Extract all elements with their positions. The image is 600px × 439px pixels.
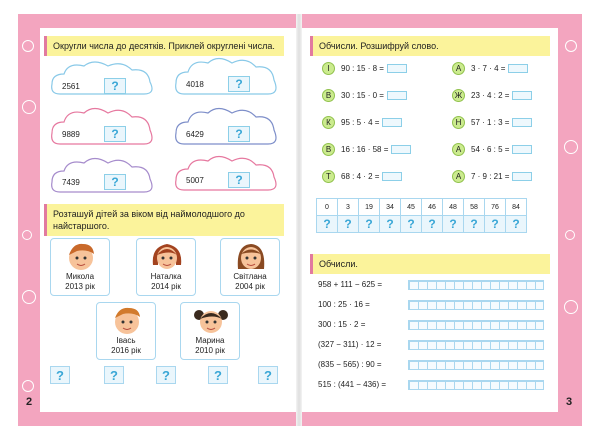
left-bottom-border (18, 412, 299, 426)
letter-badge: К (322, 116, 335, 129)
order-answer-box[interactable]: ? (208, 366, 228, 384)
page-number-right: 3 (566, 396, 573, 408)
child-name: Наталка (150, 272, 182, 281)
decode-number: 3 (338, 199, 359, 216)
number-label: 4018 (186, 80, 204, 89)
order-answer-box[interactable]: ? (104, 366, 124, 384)
answer-grid[interactable] (408, 360, 544, 370)
answer-cell[interactable] (512, 172, 532, 181)
answer-box[interactable]: ? (104, 126, 126, 142)
decode-answer-cell[interactable]: ? (464, 216, 485, 233)
decode-answer-cell[interactable]: ? (485, 216, 506, 233)
compute-expression: (835 − 565) : 90 = (318, 360, 382, 369)
expression-text: 68 : 4 · 2 = (341, 172, 380, 181)
answer-cell[interactable] (512, 145, 532, 154)
number-label: 9889 (62, 130, 80, 139)
letter-badge: Н (452, 116, 465, 129)
answer-cell[interactable] (512, 118, 532, 127)
compute-expression: 100 : 25 · 16 = (318, 300, 370, 309)
number-label: 7439 (62, 178, 80, 187)
letter-badge: В (322, 143, 335, 156)
decor-circle-icon (564, 300, 578, 314)
letter-badge: І (322, 62, 335, 75)
expression-text: 90 : 15 · 8 = (341, 64, 384, 73)
decode-number: 34 (380, 199, 401, 216)
compute-expression: 515 : (441 − 436) = (318, 380, 387, 389)
decor-circle-icon (565, 40, 577, 52)
child-birth-year: 2004 рік (235, 282, 265, 291)
cloud-icon (48, 156, 158, 198)
answer-cell[interactable] (387, 91, 407, 100)
left-top-border (18, 14, 299, 28)
letter-badge: Ж (452, 89, 465, 102)
answer-cell[interactable] (391, 145, 411, 154)
letter-badge: А (452, 62, 465, 75)
answer-box[interactable]: ? (228, 76, 250, 92)
decode-number: 84 (506, 199, 527, 216)
right-page-pink-border (558, 14, 582, 426)
child-birth-year: 2010 рік (195, 346, 225, 355)
girl-face-icon (193, 305, 229, 335)
page-number-left: 2 (26, 396, 33, 408)
order-answer-box[interactable]: ? (258, 366, 278, 384)
task3-title: Обчисли. Розшифруй слово. (310, 36, 550, 56)
child-card[interactable] (50, 238, 110, 296)
number-label: 2561 (62, 82, 80, 91)
girl-face-icon (150, 241, 184, 271)
cloud-icon (172, 106, 282, 150)
decode-number: 58 (464, 199, 485, 216)
letter-badge: А (452, 170, 465, 183)
decor-circle-icon (22, 290, 36, 304)
child-birth-year: 2013 рік (65, 282, 95, 291)
child-card[interactable] (180, 302, 240, 360)
decode-number: 19 (359, 199, 380, 216)
answer-cell[interactable] (508, 64, 528, 73)
answer-box[interactable]: ? (228, 172, 250, 188)
expression-row (452, 170, 532, 184)
task4-title: Обчисли. (310, 254, 550, 274)
answer-box[interactable]: ? (228, 126, 250, 142)
task1-title: Округли числа до десятків. Приклей округлені числа. (44, 36, 284, 56)
letter-badge: Т (322, 170, 335, 183)
child-name: Світлана (233, 272, 267, 281)
answer-box[interactable]: ? (104, 78, 126, 94)
child-card[interactable] (136, 238, 196, 296)
answer-grid[interactable] (408, 320, 544, 330)
expression-text: 30 : 15 · 0 = (341, 91, 384, 100)
decode-number: 0 (317, 199, 338, 216)
cloud-icon (48, 106, 158, 150)
child-name: Івась (116, 336, 136, 345)
decor-circle-icon (22, 40, 34, 52)
boy-face-icon (111, 305, 143, 335)
number-label: 6429 (186, 130, 204, 139)
child-birth-year: 2014 рік (151, 282, 181, 291)
expression-text: 57 · 1 : 3 = (471, 118, 510, 127)
decor-circle-icon (22, 230, 32, 240)
expression-text: 16 : 16 · 58 = (341, 145, 389, 154)
order-answer-box[interactable]: ? (156, 366, 176, 384)
decode-number: 76 (485, 199, 506, 216)
compute-expression: (327 − 311) · 12 = (318, 340, 382, 349)
expression-row (322, 143, 411, 157)
answer-box[interactable]: ? (104, 174, 126, 190)
decode-number: 48 (443, 199, 464, 216)
child-birth-year: 2016 рік (111, 346, 141, 355)
child-card[interactable] (220, 238, 280, 296)
answer-grid[interactable] (408, 300, 544, 310)
answer-cell[interactable] (387, 64, 407, 73)
compute-expression: 300 : 15 · 2 = (318, 320, 366, 329)
expression-row (452, 62, 528, 76)
decor-circle-icon (565, 230, 575, 240)
answer-cell[interactable] (512, 91, 532, 100)
child-name: Микола (65, 272, 95, 281)
order-answer-box[interactable]: ? (50, 366, 70, 384)
task2-title: Розташуй дітей за віком від наймолодшого до найстаршого. (44, 204, 284, 236)
expression-row (452, 89, 532, 103)
book-spine (296, 14, 302, 426)
child-name: Марина (195, 336, 225, 345)
expression-row (322, 89, 407, 103)
girl-face-icon (234, 241, 268, 271)
expression-row (452, 143, 532, 157)
decode-answer-cell[interactable]: ? (380, 216, 401, 233)
cloud-icon (172, 154, 282, 196)
expression-text: 3 · 7 · 4 = (471, 64, 506, 73)
expression-row (322, 62, 407, 76)
expression-row (322, 170, 402, 184)
decode-answer-cell[interactable]: ? (338, 216, 359, 233)
right-bottom-border (299, 412, 582, 426)
answer-grid[interactable] (408, 280, 544, 290)
decode-number: 45 (401, 199, 422, 216)
boy-face-icon (65, 241, 97, 271)
answer-cell[interactable] (382, 172, 402, 181)
decode-answer-cell[interactable]: ? (506, 216, 527, 233)
number-label: 5007 (186, 176, 204, 185)
cloud-icon (172, 56, 282, 100)
decode-number: 46 (422, 199, 443, 216)
decor-circle-icon (564, 140, 578, 154)
expression-row (322, 116, 402, 130)
cloud-icon (48, 60, 158, 100)
letter-badge: В (322, 89, 335, 102)
decor-circle-icon (22, 380, 34, 392)
decode-answer-cell[interactable]: ? (401, 216, 422, 233)
expression-text: 54 · 6 : 5 = (471, 145, 510, 154)
compute-expression: 958 + 111 − 625 = (318, 280, 382, 289)
answer-cell[interactable] (382, 118, 402, 127)
right-top-border (299, 14, 582, 28)
expression-row (452, 116, 532, 130)
expression-text: 23 · 4 : 2 = (471, 91, 510, 100)
expression-text: 95 : 5 · 4 = (341, 118, 380, 127)
decode-table (316, 198, 527, 233)
decode-answer-cell[interactable]: ? (317, 216, 338, 233)
expression-text: 7 · 9 : 21 = (471, 172, 510, 181)
decode-answer-cell[interactable]: ? (422, 216, 443, 233)
letter-badge: А (452, 143, 465, 156)
answer-grid[interactable] (408, 380, 544, 390)
decode-answer-cell[interactable]: ? (359, 216, 380, 233)
child-card[interactable] (96, 302, 156, 360)
left-page-pink-border (18, 14, 40, 426)
answer-grid[interactable] (408, 340, 544, 350)
decode-answer-cell[interactable]: ? (443, 216, 464, 233)
decor-circle-icon (22, 100, 36, 114)
